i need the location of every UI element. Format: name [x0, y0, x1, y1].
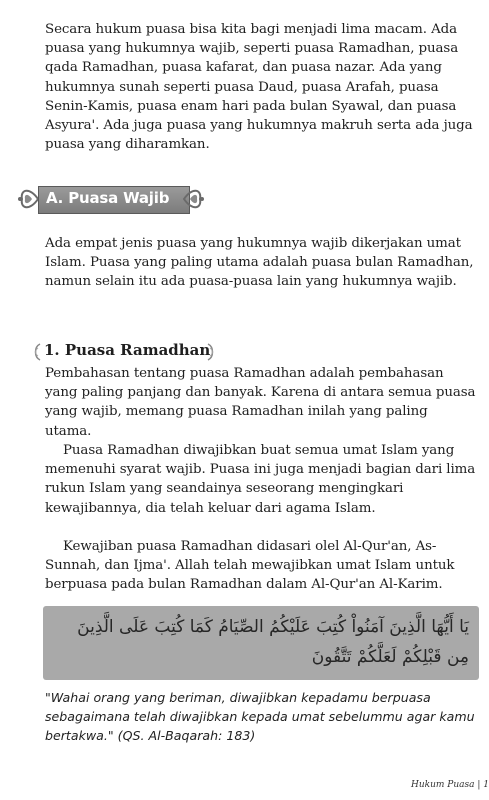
- subsection-paragraph-3: Kewajiban puasa Ramadhan didasari olel Al-Qur'an, As-Sunnah, dan Ijma'. Allah telah mewajibkan umat Islam untuk berpuasa pada bulan Ramadhan dalam Al-Qur'an Al-Karim.: [45, 539, 455, 593]
- quran-verse-arabic: يَا أَيُّهَا الَّذِينَ آمَنُواْ كُتِبَ عَلَيْكُمُ الصِّيَامُ كَمَا كُتِبَ عَلَى الَّذِينَ مِن قَبْلِكُمْ لَعَلَّكُمْ تَتَّقُونَ: [77, 617, 469, 667]
- subsection-paragraph-1: Pembahasan tentang puasa Ramadhan adalah pembahasan yang paling panjang dan banyak. Karena di antara semua puasa yang wajib, memang puasa Ramadhan inilah yang paling utama.: [45, 366, 476, 439]
- ornament-right-icon: [166, 177, 206, 221]
- intro-paragraph: Secara hukum puasa bisa kita bagi menjadi lima macam. Ada puasa yang hukumnya wajib, seperti puasa Ramadhan, puasa qada Ramadhan, puasa kafarat, dan puasa nazar. Ada yang hukumnya sunah seperti puasa Daud, puasa Arafah, puasa Senin-Kamis, puasa enam hari pada bulan Syawal, dan puasa Asyura'. Ada juga puasa yang hukumnya makruh serta ada juga puasa yang diharamkan.: [45, 22, 473, 153]
- subsection-paragraph-2: Puasa Ramadhan diwajibkan buat semua umat Islam yang memenuhi syarat wajib. Puasa ini juga menjadi bagian dari lima rukun Islam yang seandainya seseorang mengingkari kewajibannya, dia telah keluar dari agama Islam.: [45, 443, 476, 516]
- verse-translation: "Wahai orang yang beriman, diwajibkan kepadamu berpuasa sebagaimana telah diwajibkan kepada umat sebelummu agar kamu bertakwa." (QS. Al-Baqarah: 183): [45, 690, 475, 743]
- section-banner: [16, 177, 206, 221]
- subsection-heading: 1. Puasa Ramadhan: [44, 341, 211, 359]
- page-footer: Hukum Puasa | 1: [411, 780, 489, 790]
- bracket-right-icon: [206, 343, 216, 361]
- quran-verse-box: [43, 606, 479, 680]
- section-a-paragraph: Ada empat jenis puasa yang hukumnya wajib dikerjakan umat Islam. Puasa yang paling utama adalah puasa bulan Ramadhan, namun selain itu ada puasa-puasa lain yang hukumnya wajib.: [45, 236, 474, 290]
- bracket-left-icon: [32, 343, 42, 361]
- section-heading: A. Puasa Wajib: [46, 189, 170, 207]
